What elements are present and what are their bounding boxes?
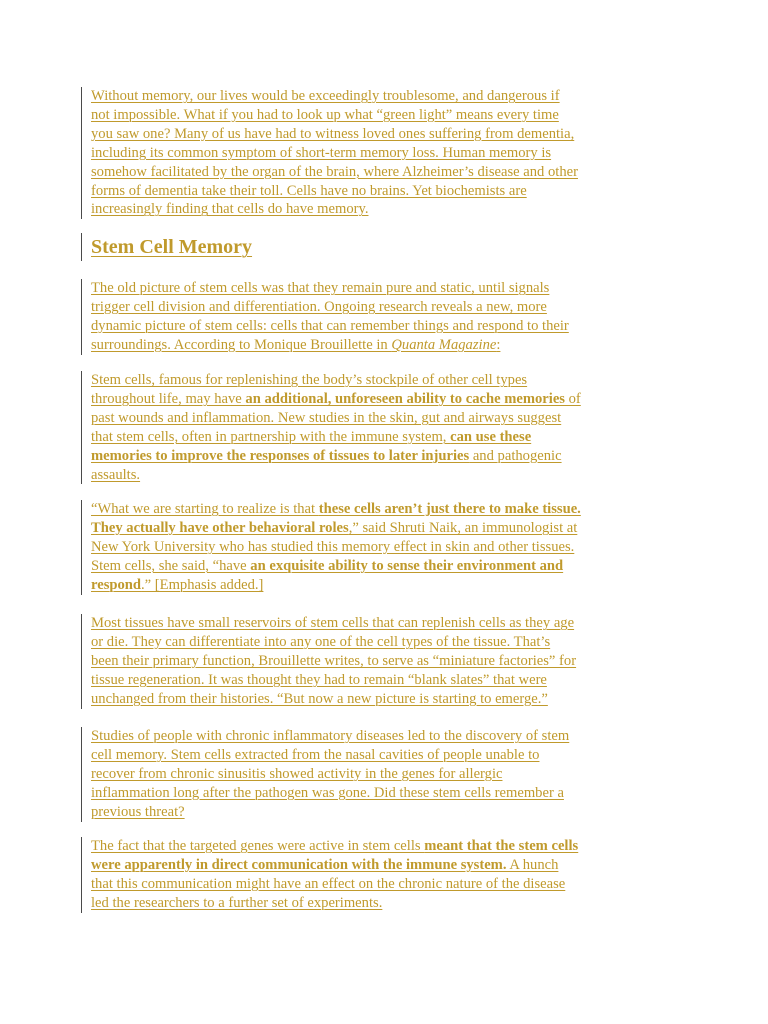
text-run: Stem cells, famous for replenishing the body’s stockpile of other cell types	[91, 372, 528, 388]
text-run: been their primary function, Brouillette writes, to serve as “miniature factories” for	[91, 652, 577, 669]
section-heading-text: Stem Cell Memory	[91, 236, 253, 258]
text-line	[91, 371, 581, 390]
text-run: A hunch	[506, 856, 559, 873]
text-run: and pathogenic	[469, 447, 562, 464]
text-line	[91, 298, 569, 317]
text-line	[91, 856, 578, 875]
text-line	[91, 765, 569, 784]
text-line	[91, 633, 576, 652]
bold-text-run: were apparently in direct communication with the immune system.	[91, 856, 507, 873]
paragraph-naik-quote	[81, 500, 581, 595]
text-line	[91, 87, 578, 106]
bold-text-run: an additional, unforeseen ability to cache memories	[245, 390, 565, 407]
paragraph-inflammatory	[81, 727, 569, 822]
text-run: Stem cells, she said, “have	[91, 557, 251, 574]
text-line	[91, 182, 578, 201]
text-run: somehow facilitated by the organ of the brain, where Alzheimer’s disease and other	[91, 163, 578, 180]
text-run: unchanged from their histories. “But now a new picture is starting to emerge.”	[91, 690, 548, 707]
text-line	[91, 409, 581, 428]
text-line	[91, 875, 578, 894]
text-run: including its common symptom of short-term memory loss. Human memory is	[91, 144, 552, 161]
text-run: dynamic picture of stem cells: cells that can remember things and respond to their	[91, 317, 569, 334]
text-run: The fact that the targeted genes were active in stem cells	[91, 838, 425, 854]
bold-text-run: memories to improve the responses of tissues to later injuries	[91, 447, 470, 464]
text-line	[91, 390, 581, 409]
text-run: ,” said Shruti Naik, an immunologist at	[348, 519, 578, 536]
text-line	[91, 614, 576, 633]
text-line	[91, 652, 576, 671]
text-line	[91, 538, 581, 557]
text-run: that this communication might have an effect on the chronic nature of the disease	[91, 875, 566, 892]
blockquote-quanta	[81, 371, 581, 484]
text-run: of	[564, 390, 581, 407]
text-line	[91, 279, 569, 298]
text-run: New York University who has studied this memory effect in skin and other tissues.	[91, 538, 575, 555]
bold-text-run: an exquisite ability to sense their environment and	[250, 557, 564, 574]
text-run: .” [Emphasis added.]	[141, 576, 264, 593]
bold-text-run: They actually have other behavioral roles	[91, 519, 349, 536]
text-line	[91, 519, 581, 538]
paragraph-reservoirs	[81, 614, 576, 709]
text-line	[91, 746, 569, 765]
text-run: you saw one? Many of us have had to witness loved ones suffering from dementia,	[91, 125, 575, 142]
text-line	[91, 894, 578, 913]
text-line	[91, 447, 581, 466]
text-line	[91, 106, 578, 125]
text-run: recover from chronic sinusitis showed activity in the genes for allergic	[91, 765, 503, 782]
paragraph-old-picture	[81, 279, 569, 355]
text-line	[91, 784, 569, 803]
text-run: led the researchers to a further set of experiments.	[91, 894, 383, 911]
paragraph-intro	[81, 87, 578, 219]
text-line	[91, 837, 578, 856]
text-run: not impossible. What if you had to look up what “green light” means every time	[91, 106, 559, 123]
text-run: that stem cells, often in partnership with the immune system,	[91, 428, 451, 445]
text-line	[91, 144, 578, 163]
text-run: previous threat?	[91, 803, 185, 820]
text-line	[91, 125, 578, 144]
text-line	[91, 466, 581, 485]
italic-text-run: Quanta Magazine	[391, 336, 497, 353]
text-line	[91, 671, 576, 690]
text-run: cell memory. Stem cells extracted from the nasal cavities of people unable to	[91, 746, 540, 763]
text-run: or die. They can differentiate into any one of the cell types of the tissue. That’s	[91, 633, 551, 650]
text-line	[91, 690, 576, 709]
text-run: trigger cell division and differentiation. Ongoing research reveals a new, more	[91, 298, 547, 315]
bold-text-run: respond	[91, 576, 142, 593]
text-run: :	[496, 336, 501, 353]
text-run: surroundings. According to Monique Brouillette in	[91, 336, 392, 353]
text-line	[91, 727, 569, 746]
text-line	[91, 803, 569, 822]
text-line	[91, 336, 569, 355]
bold-text-run: can use these	[450, 428, 532, 445]
text-line	[91, 317, 569, 336]
text-run: Most tissues have small reservoirs of stem cells that can replenish cells as they age	[91, 615, 575, 631]
text-line	[91, 557, 581, 576]
text-run: forms of dementia take their toll. Cells have no brains. Yet biochemists are	[91, 182, 527, 199]
text-line	[91, 200, 578, 219]
text-run: tissue regeneration. It was thought they had to remain “blank slates” that were	[91, 671, 547, 688]
bold-text-run: meant that the stem cells	[424, 838, 579, 854]
text-run: assaults.	[91, 466, 141, 483]
text-line	[91, 576, 581, 595]
paragraph-targeted-genes	[81, 837, 578, 913]
text-line	[91, 163, 578, 182]
text-run: throughout life, may have	[91, 390, 246, 407]
text-run: past wounds and inflammation. New studies in the skin, gut and airways suggest	[91, 409, 562, 426]
bold-text-run: these cells aren’t just there to make tissue.	[318, 501, 581, 517]
text-run: increasingly finding that cells do have memory.	[91, 201, 369, 218]
section-heading	[81, 233, 252, 261]
text-line	[91, 500, 581, 519]
text-run: Without memory, our lives would be exceedingly troublesome, and dangerous if	[91, 88, 560, 104]
text-run: “What we are starting to realize is that	[91, 501, 319, 517]
text-run: The old picture of stem cells was that they remain pure and static, until signals	[91, 280, 550, 296]
text-line	[91, 428, 581, 447]
text-run: inflammation long after the pathogen was gone. Did these stem cells remember a	[91, 784, 564, 801]
text-run: Studies of people with chronic inflammatory diseases led to the discovery of stem	[91, 728, 570, 744]
